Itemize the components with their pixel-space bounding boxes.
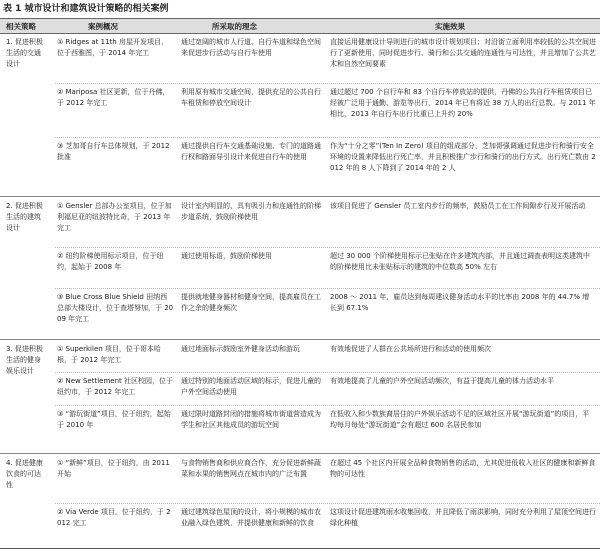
case-cell: ② Via Verde 项目，位于纽约，于 2012 完工: [57, 508, 171, 527]
idea-cell: 通过特别的地面活动区域的标示，促进儿童的户外空间活动使用: [181, 377, 321, 396]
case-cell: ③ “游玩街道”项目，位于纽约，起始于 2010 年: [57, 410, 171, 429]
effect-cell: 有效地促进了人群在公共场所进行和活动的使用频次: [330, 345, 491, 353]
idea-cell: 通过提供自行车交通基础设施、专门的道路通行权和路面导引设计来促进自行车的使用: [181, 142, 321, 161]
section-divider: [0, 453, 600, 454]
case-cell: ① Superkilen 项目，位于哥本哈根，于 2012 年完工: [57, 345, 161, 364]
header-idea: 所采取的理念: [212, 22, 257, 31]
effect-cell: 在低收入和少数族裔居住的户外娱乐活动不足的区域社区开展“游玩街道”的项目，平均每月每处“游玩街道”会有超过 600 名居民参加: [330, 410, 590, 429]
section-divider: [0, 339, 600, 340]
row-divider: [55, 405, 600, 406]
header-case: 案例概况: [88, 22, 118, 31]
case-cell: ② Mariposa 社区更新，位于丹佛，于 2012 年完工: [57, 88, 170, 107]
idea-cell: 提供就地健身器材和健身空间，提高雇员在工作之余的健身频次: [181, 293, 321, 312]
idea-cell: 通过宽阔的城市人行道、自行车道和绿色空间来促进步行活动与自行车使用: [181, 38, 321, 57]
effect-cell: 该项目促进了 Gensler 员工室内步行的频率，鼓励员工在工作间隙步行及开展活动: [330, 202, 586, 210]
idea-cell: 通过建筑绿色屋顶的设计，将小规模的城市农业融入绿色建筑，并提供健康和新鲜的饮食: [181, 508, 321, 527]
section-divider: [0, 196, 600, 197]
strategy-cell: 2. 促进积极生活的建筑设计: [6, 202, 43, 232]
row-divider: [55, 247, 600, 248]
effect-cell: 直接运用健康设计导则进行的城市设计规划项目；对沿街立面利用率较低的公共空间进行了更新使用，同时促进步行、骑行和公共交通的连通性与可达性，并且增加了公共艺术和自然空间要素: [330, 38, 596, 68]
row-divider: [55, 137, 600, 138]
case-cell: ③ 芝加哥自行车总体规划，于 2012 批准: [57, 142, 170, 161]
effect-cell: 超过 30 000 个阶梯使用标示已张贴在许多建筑内部，并且通过调查表明这类建筑中的阶梯使用比未张贴标示的建筑的中位数高 50% 左右: [330, 252, 590, 271]
strategy-cell: 4. 促进健康饮食的可达性: [6, 459, 43, 489]
header-effect: 实施效果: [435, 22, 465, 31]
case-cell: ① “新鲜”项目，位于纽约，由 2011 开始: [57, 459, 170, 478]
row-divider: [55, 503, 600, 504]
table-bottom-rule: [0, 548, 600, 549]
case-cell: ① Gensler 总部办公室项目，位于加利福尼亚的纽波特比奇，于 2013 年完工: [57, 202, 172, 232]
table-title: 表 1 城市设计和建筑设计策略的相关案例: [3, 4, 169, 14]
effect-cell: 作为“十分之零”(Ten In Zero) 项目的组成部分，芝加哥强调通过促进步行和骑行安全环境的设置来降低出行死亡率，并且积极推广步行和骑行的出行方式。出行死亡数由 2012 年的 8 人下降到了 2014 年的 2 人: [330, 142, 596, 172]
idea-cell: 通过限时道路封闭的措施将城市街道营造成为学生和社区其他成员的游玩空间: [181, 410, 321, 429]
case-cell: ① Ridges at 11th 房屋开发项目，位于西雅图，于 2014 年完工: [57, 38, 168, 57]
effect-cell: 通过超过 700 个自行车和 83 个自行车停放站的提供，丹佛的公共自行车租赁项目已经被广泛用于通勤、游览等出行，2014 年已有将近 38 万人的出行总数。与 2011 年相比，2013 年自行车出行比重已上升约 20%: [330, 88, 596, 118]
strategy-cell: 1. 促进积极生活的交通设计: [6, 38, 43, 68]
case-cell: ② 纽约阶梯使用标示项目，位于纽约，起始于 2008 年: [57, 252, 164, 271]
effect-cell: 这项设计促进建筑雨水收集回收，并且降低了雨洪影响，同时充分利用了屋顶空间进行绿化种植: [330, 508, 596, 527]
row-divider: [55, 83, 600, 84]
case-cell: ② New Settlement 社区校园，位于纽约市，于 2012 年完工: [57, 377, 174, 396]
idea-cell: 与食物销售商和供应商合作，充分促进新鲜蔬菜和水果的销售网点在城市内的广泛布置: [181, 459, 321, 478]
table-header: [0, 18, 600, 34]
strategy-cell: 3. 促进积极生活的健身娱乐设计: [6, 345, 43, 375]
effect-cell: 在超过 45 个社区内开展全品种食物销售的活动，尤其促进低收入社区的健康和新鲜食物的可达性: [330, 459, 596, 478]
row-divider: [55, 288, 600, 289]
idea-cell: 利用原有城市交通空间，提供充足的公共自行车租赁和停放空间设计: [181, 88, 321, 107]
idea-cell: 通过使用标语，鼓励阶梯使用: [181, 252, 272, 260]
row-divider: [55, 372, 600, 373]
effect-cell: 有效地提高了儿童的户外空间活动频次，有益于提高儿童的体力活动水平: [330, 377, 554, 385]
idea-cell: 通过地面标示鼓励室外健身活动和游玩: [181, 345, 300, 353]
case-cell: ③ Blue Cross Blue Shield 田纳西总部大楼设计，位于查塔努加，于 2009 年完工: [57, 293, 174, 323]
header-strategy: 相关策略: [6, 22, 36, 31]
effect-cell: 2008 ～ 2011 年，雇员达到每周建议健身活动水平的比率由 2008 年的 44.7% 增长到 67.1%: [330, 293, 590, 312]
idea-cell: 设计室内明显的、具有吸引力和连通性的阶梯步道系统，鼓励阶梯使用: [181, 202, 321, 221]
